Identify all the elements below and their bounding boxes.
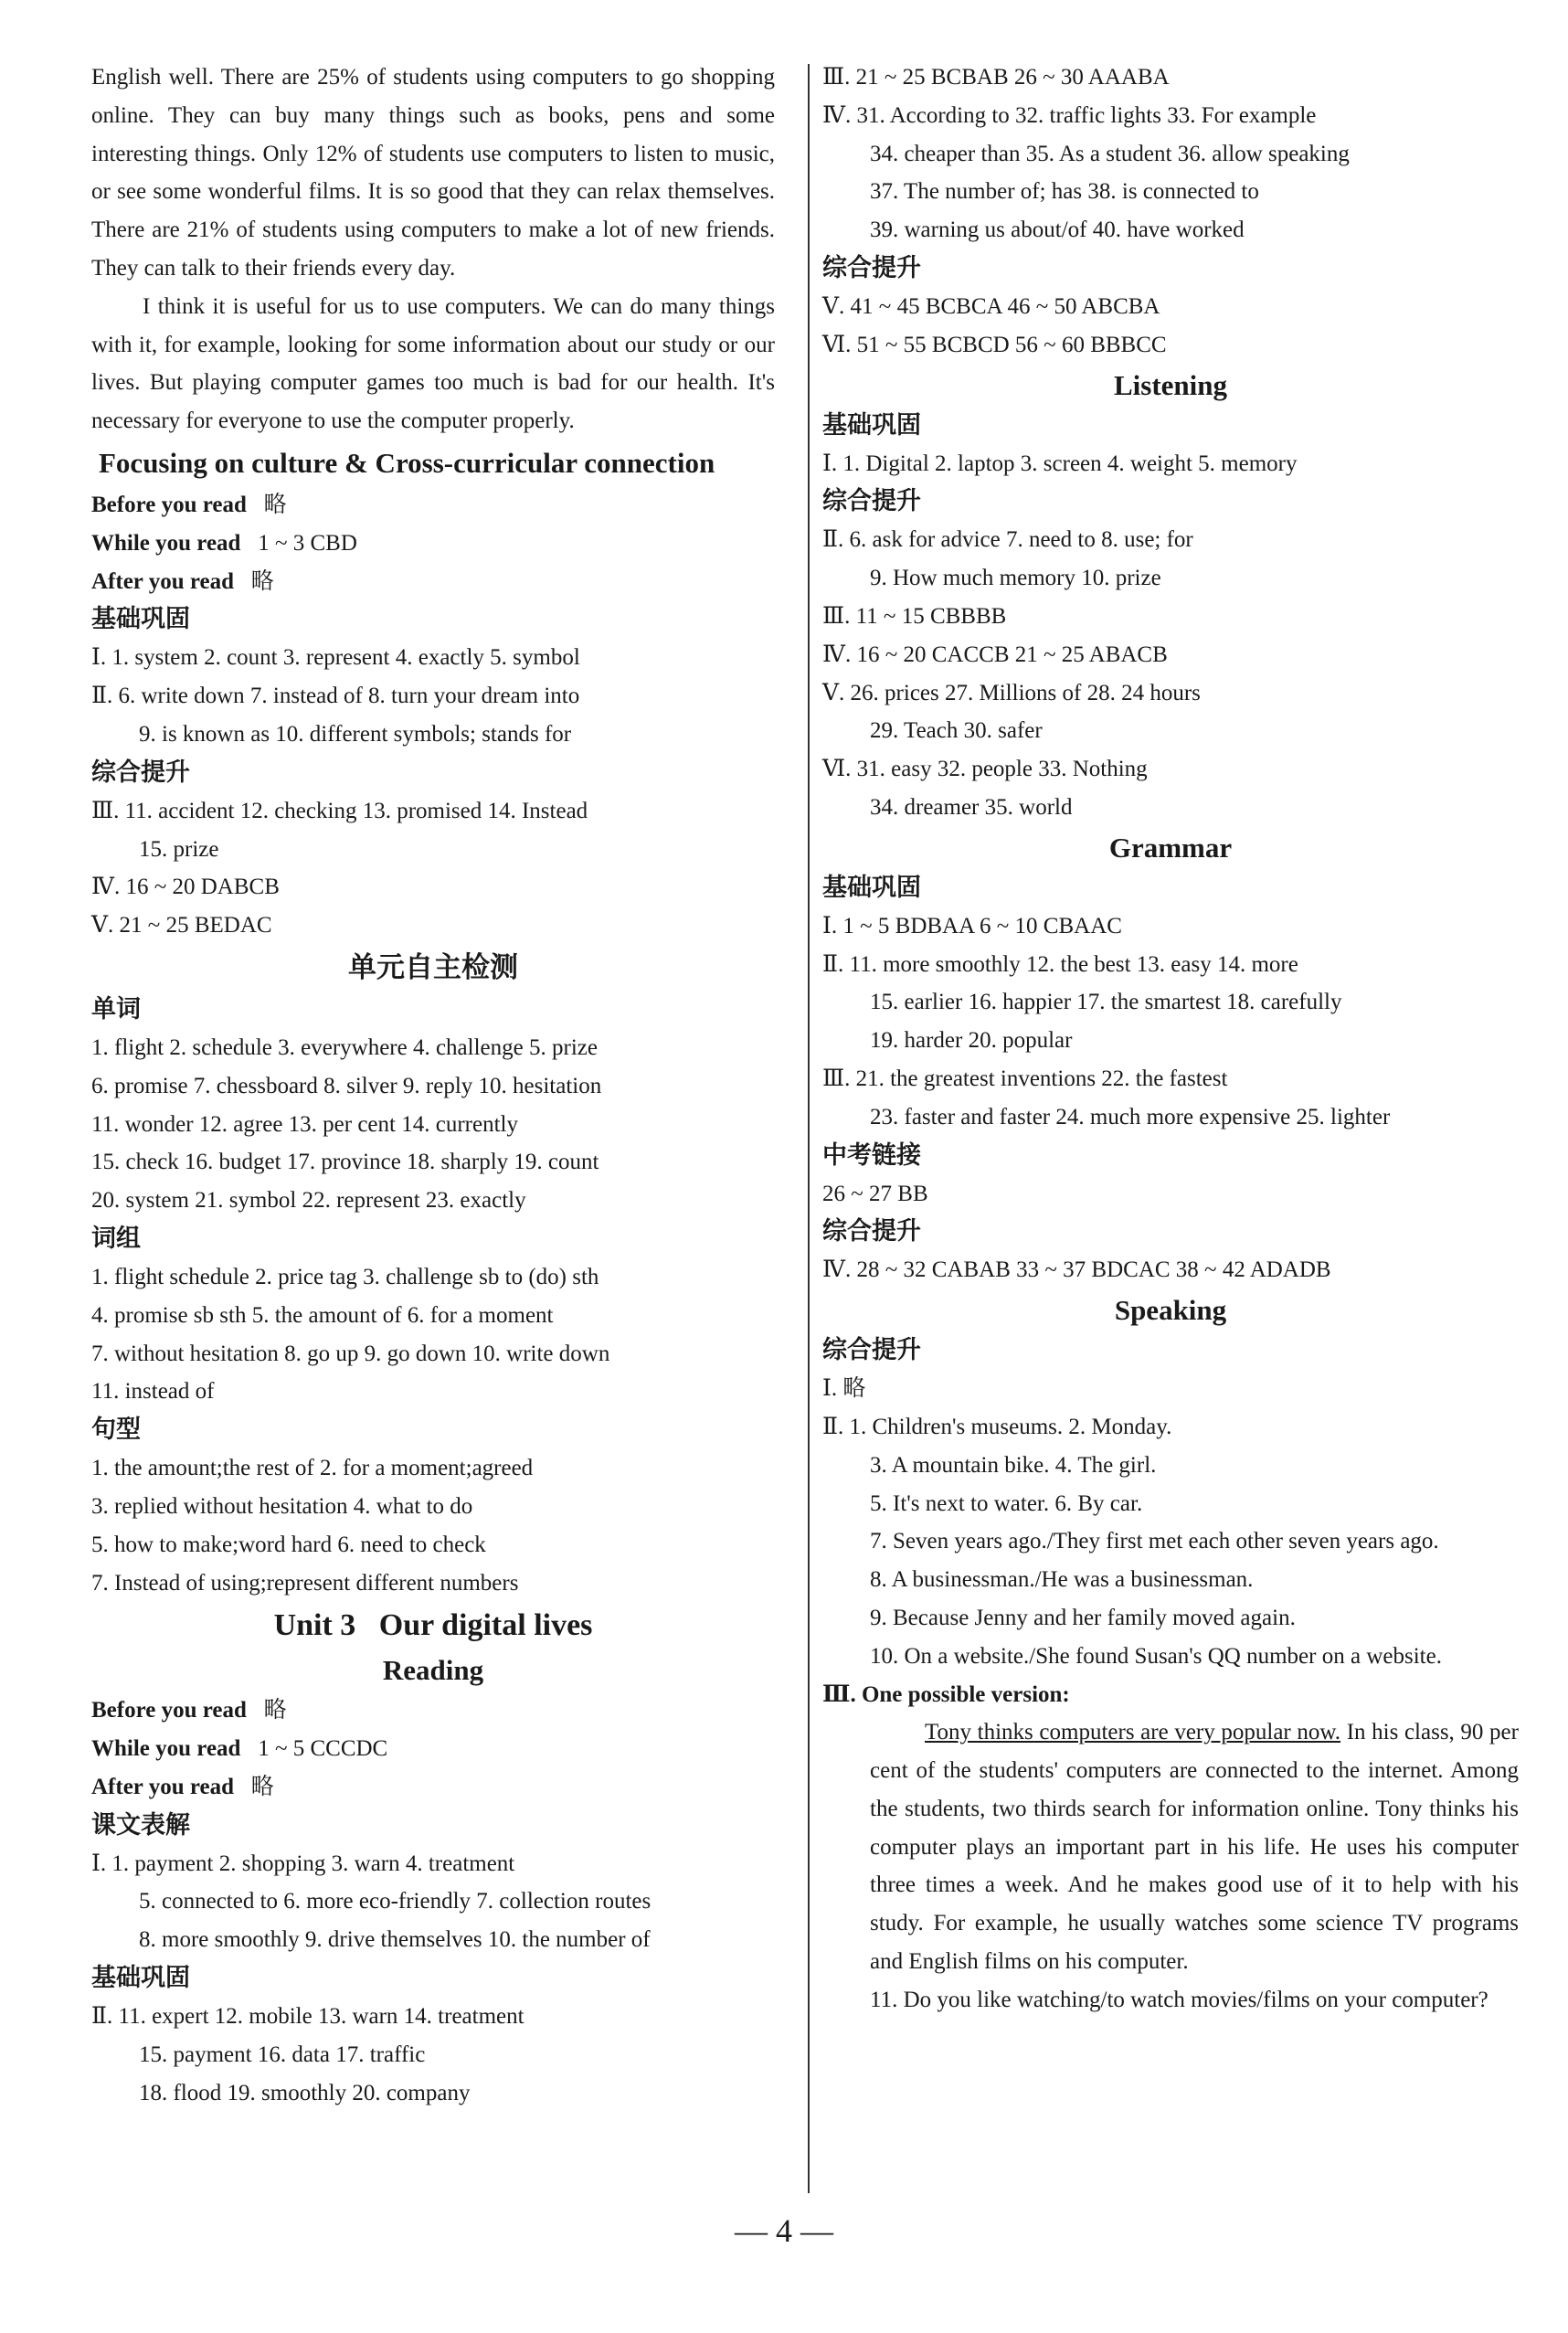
focus-title: Focusing on culture & Cross-curricular connection <box>99 446 715 479</box>
grammar-basic-label: 基础巩固 <box>822 873 921 902</box>
page-number: — 4 — <box>735 2212 833 2249</box>
unit3-basic-label: 基础巩固 <box>91 1964 190 1993</box>
answer-line: 5. It's next to water. 6. By car. <box>870 1490 1143 1516</box>
answer-line: 11. wonder 12. agree 13. per cent 14. currently <box>91 1111 518 1137</box>
answer-line: Ⅲ. 11 ~ 15 CBBBB <box>822 603 1007 629</box>
focus-row-while: While you read 1 ~ 3 CBD <box>91 530 357 556</box>
answer-line: Ⅵ. 31. easy 32. people 33. Nothing <box>822 757 1148 782</box>
answer-line: 3. A mountain bike. 4. The girl. <box>870 1452 1157 1478</box>
answer-line: Ⅳ. 28 ~ 32 CABAB 33 ~ 37 BDCAC 38 ~ 42 ADADB <box>822 1257 1331 1283</box>
right-column <box>822 58 1519 2020</box>
answer-line: 5. how to make;word hard 6. need to check <box>91 1532 486 1557</box>
sentences-label: 句型 <box>91 1416 141 1445</box>
grammar-title: Grammar <box>1108 831 1233 864</box>
answer-line: Ⅱ. 11. expert 12. mobile 13. warn 14. treatment <box>91 2004 524 2030</box>
answer-line: 11. instead of <box>91 1379 215 1405</box>
answer-line: 4. promise sb sth 5. the amount of 6. for a moment <box>91 1302 554 1328</box>
answer-line: 23. faster and faster 24. much more expensive 25. lighter <box>870 1104 1391 1129</box>
answer-line: 34. cheaper than 35. As a student 36. allow speaking <box>870 141 1350 166</box>
answer-line: 8. more smoothly 9. drive themselves 10. the number of <box>139 1927 651 1953</box>
answer-line: 3. replied without hesitation 4. what to do <box>91 1493 473 1519</box>
answer-line: 34. dreamer 35. world <box>870 794 1073 820</box>
answer-line: Ⅳ. 16 ~ 20 DABCB <box>91 875 280 900</box>
answer-line: 8. A businessman./He was a businessman. <box>870 1567 1254 1593</box>
answer-line: 39. warning us about/of 40. have worked <box>870 217 1245 243</box>
unit3-row-after: After you read 略 <box>91 1774 274 1799</box>
answer-line: Ⅴ. 41 ~ 45 BCBCA 46 ~ 50 ABCBA <box>822 293 1160 319</box>
listening-title: Listening <box>1113 368 1228 401</box>
left-column <box>91 58 775 2112</box>
answer-line: Ⅲ. 21. the greatest inventions 22. the fastest <box>822 1066 1228 1091</box>
answer-line: 1. flight 2. schedule 3. everywhere 4. challenge 5. prize <box>91 1034 598 1060</box>
grammar-improve-label: 综合提升 <box>822 1217 921 1246</box>
answer-line: Ⅲ. 11. accident 12. checking 13. promised 14. Instead <box>91 798 588 823</box>
phrases-label: 词组 <box>91 1224 141 1253</box>
essay-paragraph-2: I think it is useful for us to use computers. We can do many things with it, for example, looking for some information about our study or our lives. But playing computer games too much is bad for our health. It's necessary for everyone to use the computer properly. <box>91 293 775 434</box>
answer-line: Ⅱ. 6. ask for advice 7. need to 8. use; for <box>822 527 1193 553</box>
answer-line: 6. promise 7. chessboard 8. silver 9. reply 10. hesitation <box>91 1073 602 1098</box>
speaking-title: Speaking <box>1114 1294 1227 1327</box>
answer-line: Ⅳ. 31. According to 32. traffic lights 33. For example <box>822 102 1317 128</box>
answer-line: 20. system 21. symbol 22. represent 23. exactly <box>91 1188 526 1214</box>
reading-title: Reading <box>382 1654 484 1687</box>
answer-line: 37. The number of; has 38. is connected to <box>870 179 1259 205</box>
answer-line: 15. prize <box>139 836 219 862</box>
answer-line: Ⅰ. 1. payment 2. shopping 3. warn 4. treatment <box>91 1850 515 1876</box>
unit3-row-while: While you read 1 ~ 5 CCCDC <box>91 1736 388 1762</box>
exam-link-label: 中考链接 <box>822 1140 921 1170</box>
answer-line: Ⅱ. 11. more smoothly 12. the best 13. easy 14. more <box>822 951 1298 977</box>
answer-line: Ⅴ. 26. prices 27. Millions of 28. 24 hours <box>822 680 1201 705</box>
answer-line: Ⅲ. 21 ~ 25 BCBAB 26 ~ 30 AAABA <box>822 65 1170 90</box>
focus-row-before: Before you read 略 <box>91 492 287 517</box>
answer-line: 18. flood 19. smoothly 20. company <box>139 2080 471 2105</box>
answer-line: Ⅴ. 21 ~ 25 BEDAC <box>91 913 272 939</box>
essay-body: In his class, 90 per cent of the students' computers are connected to the internet. Among the students, two thirds search for information online. Tony thinks his computer plays an important part in his life. He uses his computer three times a week. And he makes good use of it to help with his study. For example, he usually watches some science TV programs and English films on his computer. <box>870 1720 1519 1975</box>
essay-paragraph-1: English well. There are 25% of students using computers to go shopping online. They can buy many things such as books, pens and some interesting things. Only 12% of students use computers to listen to music, or see some wonderful films. It is so good that they can relax themselves. There are 21% of students using computers to make a lot of new friends. They can talk to their friends every day. <box>91 65 775 281</box>
answer-line: 15. check 16. budget 17. province 18. sharply 19. count <box>91 1150 599 1175</box>
answer-line: 9. Because Jenny and her family moved again. <box>870 1605 1296 1630</box>
listening-basic-label: 基础巩固 <box>822 410 921 440</box>
answer-line: 7. Seven years ago./They first met each other seven years ago. <box>870 1529 1439 1554</box>
text-table-label: 课文表解 <box>91 1810 190 1840</box>
focus-improve-label: 综合提升 <box>91 758 190 787</box>
answer-line: Ⅰ. 略 <box>822 1376 866 1402</box>
answer-line: 11. Do you like watching/to watch movies/films on your computer? <box>870 1987 1489 2012</box>
answer-line: Ⅵ. 51 ~ 55 BCBCD 56 ~ 60 BBBCC <box>822 332 1167 357</box>
answer-line: 7. Instead of using;represent different numbers <box>91 1570 519 1596</box>
speaking-improve-label: 综合提升 <box>822 1336 921 1365</box>
answer-line: 15. payment 16. data 17. traffic <box>139 2041 426 2067</box>
answer-line: 26 ~ 27 BB <box>822 1181 928 1206</box>
answer-line: 15. earlier 16. happier 17. the smartest 18. carefully <box>870 990 1342 1015</box>
answer-line: 19. harder 20. popular <box>870 1028 1073 1054</box>
reading-improve-label: 综合提升 <box>822 253 921 282</box>
words-label: 单词 <box>91 994 141 1023</box>
answer-line: 10. On a website./She found Susan's QQ number on a website. <box>870 1643 1442 1669</box>
answer-line: 9. How much memory 10. prize <box>870 566 1161 591</box>
listening-improve-label: 综合提升 <box>822 487 921 516</box>
focus-row-after: After you read 略 <box>91 568 274 594</box>
answer-line: Ⅱ. 1. Children's museums. 2. Monday. <box>822 1414 1172 1439</box>
unit-test-title: 单元自主检测 <box>348 950 518 984</box>
version-label: Ⅲ. One possible version: <box>822 1681 1070 1707</box>
answer-line: 1. the amount;the rest of 2. for a moment;agreed <box>91 1456 534 1481</box>
answer-line: 9. is known as 10. different symbols; stands for <box>139 721 572 747</box>
answer-line: Ⅰ. 1 ~ 5 BDBAA 6 ~ 10 CBAAC <box>822 913 1122 939</box>
column-divider <box>808 64 810 2193</box>
model-essay <box>822 1713 1519 1981</box>
answer-line: Ⅰ. 1. Digital 2. laptop 3. screen 4. weight 5. memory <box>822 451 1298 476</box>
essay-topic-sentence: Tony thinks computers are very popular now. <box>925 1720 1341 1745</box>
unit3-row-before: Before you read 略 <box>91 1698 287 1723</box>
answer-line: Ⅳ. 16 ~ 20 CACCB 21 ~ 25 ABACB <box>822 642 1168 667</box>
answer-line: 7. without hesitation 8. go up 9. go down 10. write down <box>91 1341 610 1366</box>
unit3-title: Unit 3 Our digital lives <box>273 1608 593 1643</box>
focus-basic-label: 基础巩固 <box>91 605 190 634</box>
answer-line: Ⅱ. 6. write down 7. instead of 8. turn your dream into <box>91 684 580 709</box>
answer-line: 29. Teach 30. safer <box>870 718 1043 744</box>
answer-line: 1. flight schedule 2. price tag 3. challenge sb to (do) sth <box>91 1264 599 1289</box>
answer-line: 5. connected to 6. more eco-friendly 7. collection routes <box>139 1889 652 1914</box>
answer-line: Ⅰ. 1. system 2. count 3. represent 4. exactly 5. symbol <box>91 645 580 671</box>
